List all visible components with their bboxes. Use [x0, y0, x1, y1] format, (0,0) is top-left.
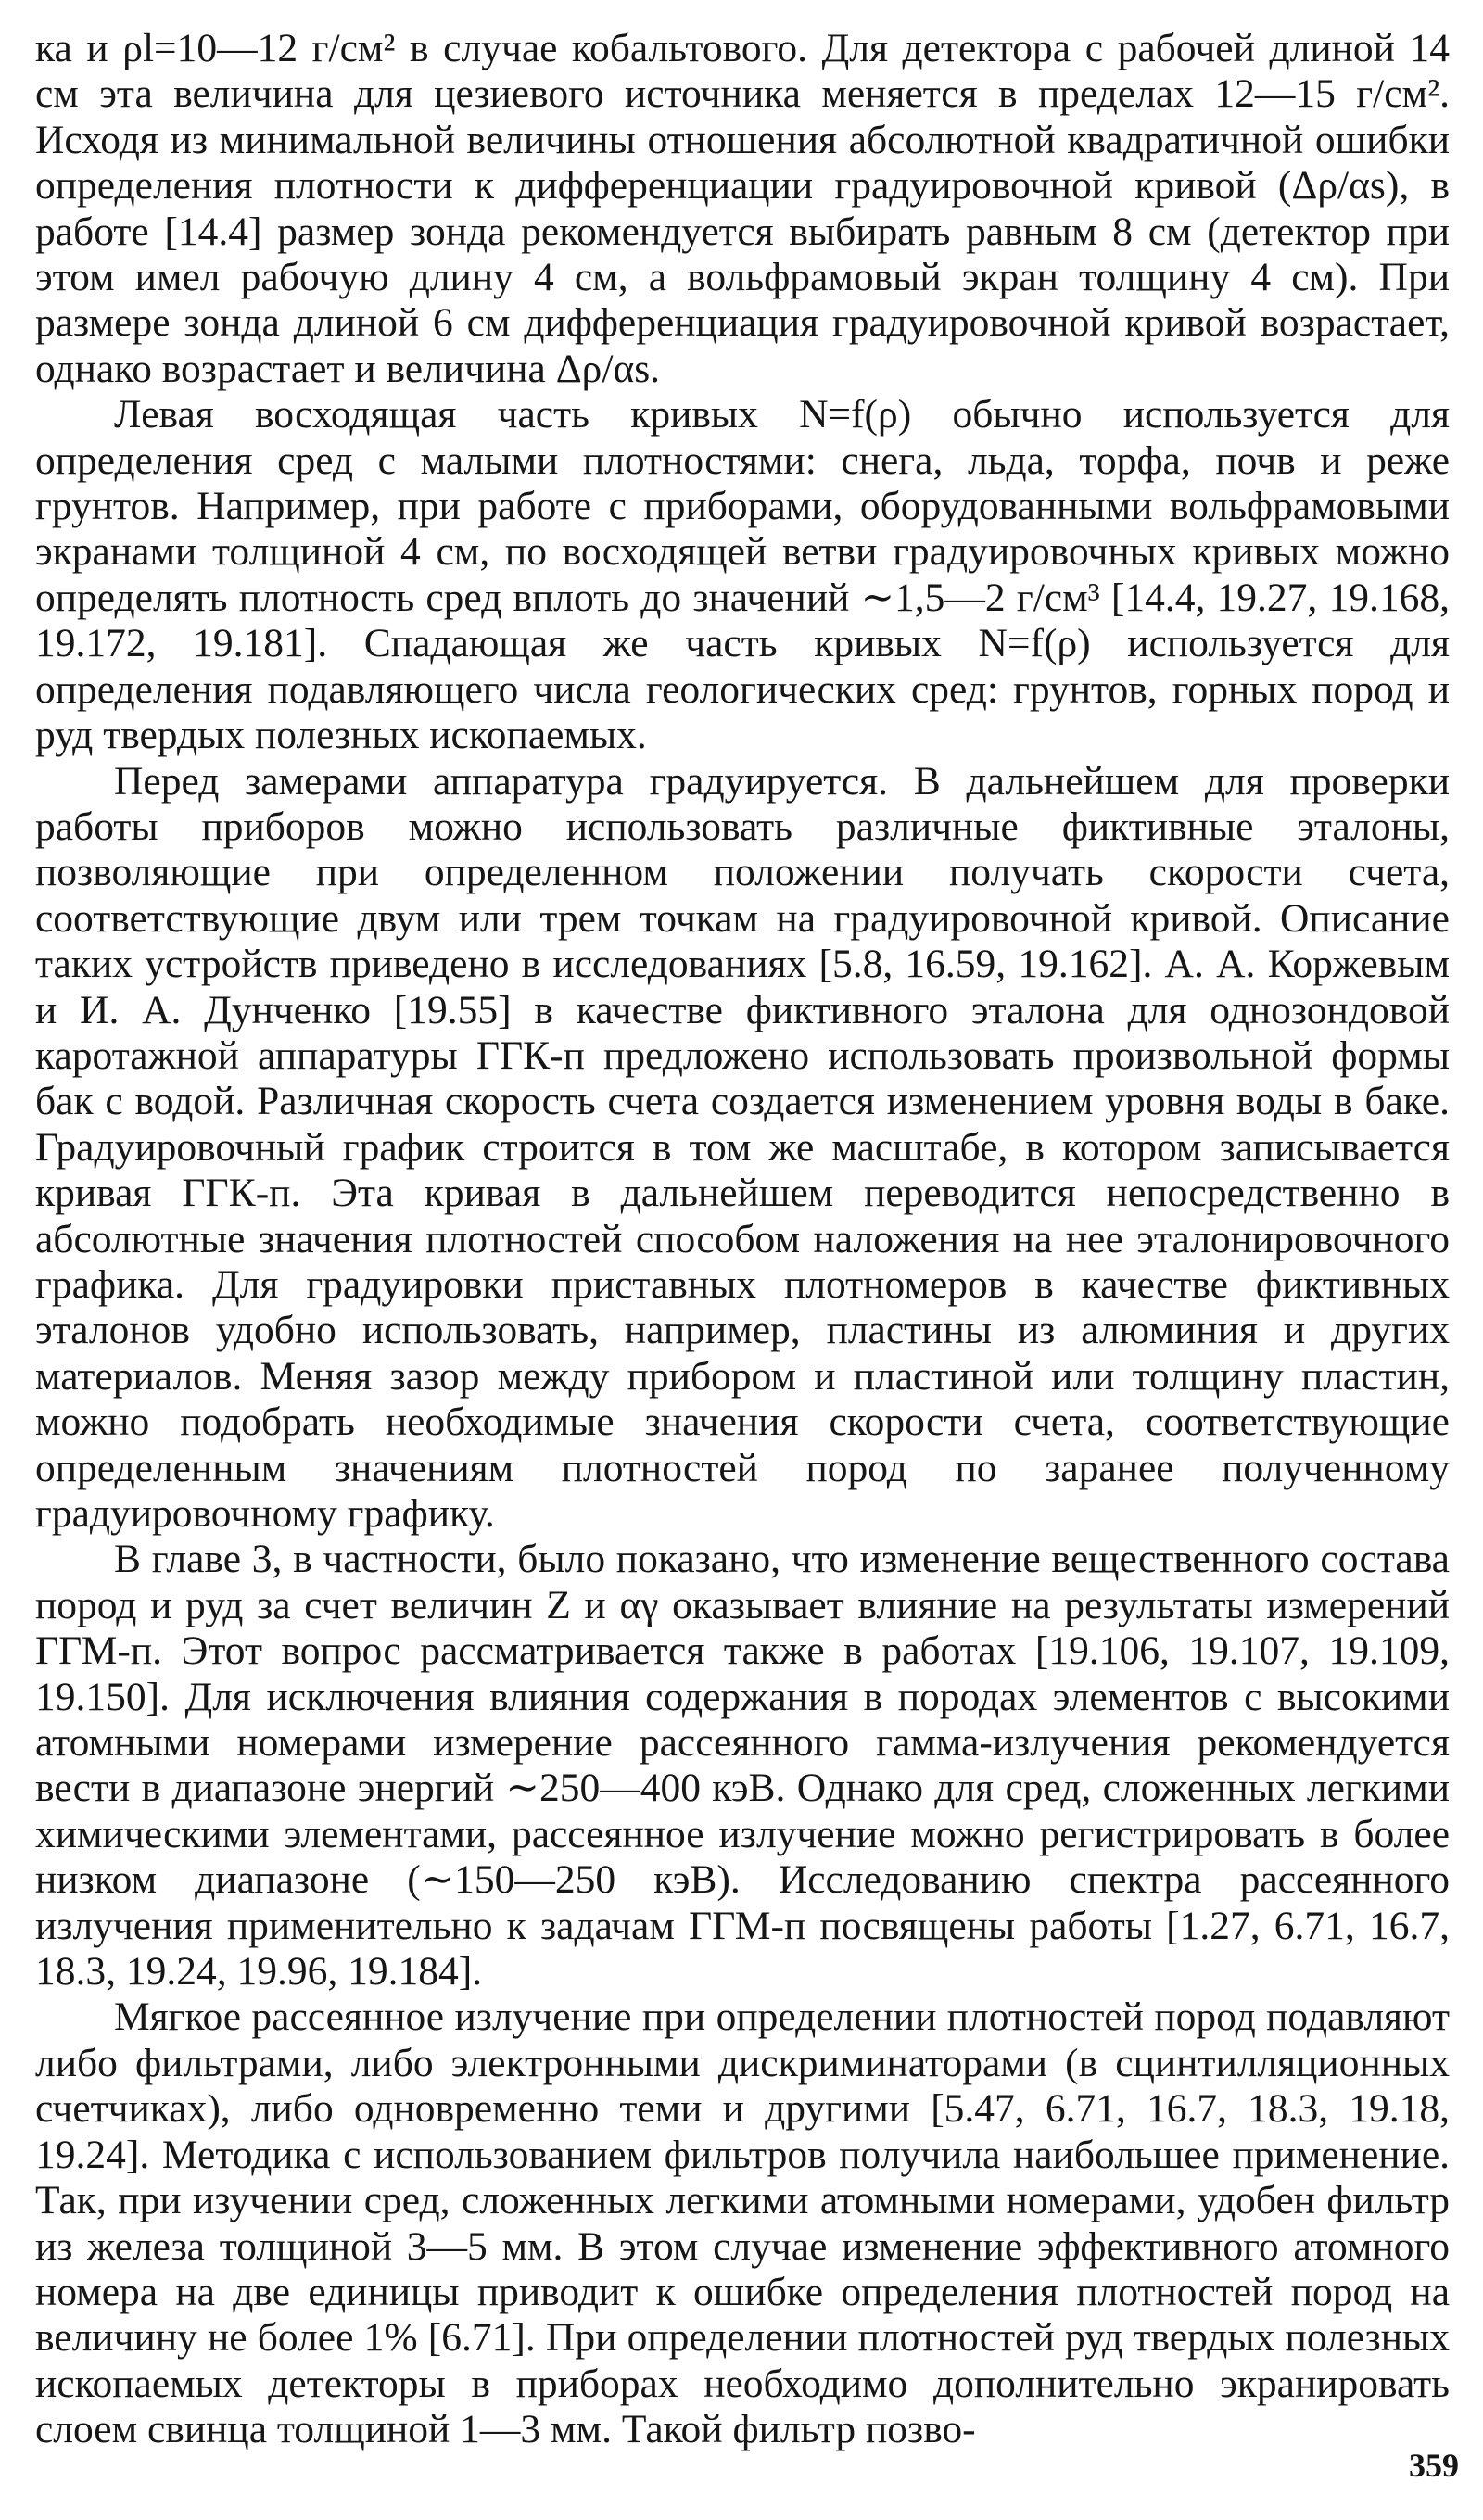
paragraph-3: Перед замерами аппаратура градуируется. В дальнейшем для проверки работы приборов можно использовать различные фиктивные эталоны, позволяющие при определенном положении получать скорости счета, соответствующие двум или трем точкам на градуировочной кривой. Описание таких устройств приведено в исследованиях [5.8, 16.59, 19.162]. А. А. Коржевым и И. А. Дунченко [19.55] в качестве фиктивного эталона для однозондовой каротажной аппаратуры ГГК-п предложено использовать произвольной формы бак с водой. Различная скорость счета создается изменением уровня воды в баке. Градуировочный график строится в том же масштабе, в котором записывается кривая ГГК-п. Эта кривая в дальнейшем переводится непосредственно в абсолютные значения плотностей способом наложения на нее эталонировочного графика. Для градуировки приставных плотномеров в качестве фиктивных эталонов удобно использовать, например, пластины из алюминия и других материалов. Меняя зазор между прибором и пластиной или толщину пластин, можно подобрать необходимые значения скорости счета, соответствующие определенным значениям плотностей пород по заранее полученному градуировочному графику. — [35, 758, 1450, 1536]
paragraph-5: Мягкое рассеянное излучение при определении плотностей пород подавляют либо фильтрами, либо электронными дискриминаторами (в сцинтилляционных счетчиках), либо одновременно теми и другими [5.47, 6.71, 16.7, 18.3, 19.18, 19.24]. Методика с использованием фильтров получила наибольшее применение. Так, при изучении сред, сложенных легкими атомными номерами, удобен фильтр из железа толщиной 3—5 мм. В этом случае изменение эффективного атомного номера на две единицы приводит к ошибке определения плотностей пород на величину не более 1% [6.71]. При определении плотностей руд твердых полезных ископаемых детекторы в приборах необходимо дополнительно экранировать слоем свинца толщиной 1—3 мм. Такой фильтр позво- — [35, 1994, 1450, 2452]
paragraph-4: В главе 3, в частности, было показано, что изменение вещественного состава пород и руд за счет величин Z и αγ оказывает влияние на результаты измерений ГГМ-п. Этот вопрос рассматривается также в работах [19.106, 19.107, 19.109, 19.150]. Для исключения влияния содержания в породах элементов с высокими атомными номерами измерение рассеянного гамма-излучения рекомендуется вести в диапазоне энергий ∼250—400 кэВ. Однако для сред, сложенных легкими химическими элементами, рассеянное излучение можно регистрировать в более низком диапазоне (∼150—250 кэВ). Исследованию спектра рассеянного излучения применительно к задачам ГГМ-п посвящены работы [1.27, 6.71, 16.7, 18.3, 19.24, 19.96, 19.184]. — [35, 1537, 1450, 1994]
paragraph-2: Левая восходящая часть кривых N=f(ρ) обычно используется для определения сред с малыми плотностями: снега, льда, торфа, почв и реже грунтов. Например, при работе с приборами, оборудованными вольфрамовыми экранами толщиной 4 см, по восходящей ветви градуировочных кривых можно определять плотность сред вплоть до значений ∼1,5—2 г/см³ [14.4, 19.27, 19.168, 19.172, 19.181]. Спадающая же часть кривых N=f(ρ) используется для определения подавляющего числа геологических сред: грунтов, горных пород и руд твердых полезных ископаемых. — [35, 392, 1450, 758]
page-number: 359 — [1409, 2447, 1459, 2484]
paragraph-1: ка и ρl=10—12 г/см² в случае кобальтового. Для детектора с рабочей длиной 14 см эта величина для цезиевого источника меняется в пределах 12—15 г/см². Исходя из минимальной величины отношения абсолютной квадратичной ошибки определения плотности к дифференциации градуировочной кривой (Δρ/αs), в работе [14.4] размер зонда рекомендуется выбирать равным 8 см (детектор при этом имел рабочую длину 4 см, а вольфрамовый экран толщину 4 см). При размере зонда длиной 6 см дифференциация градуировочной кривой возрастает, однако возрастает и величина Δρ/αs. — [35, 26, 1450, 391]
body-text — [35, 26, 1450, 2453]
